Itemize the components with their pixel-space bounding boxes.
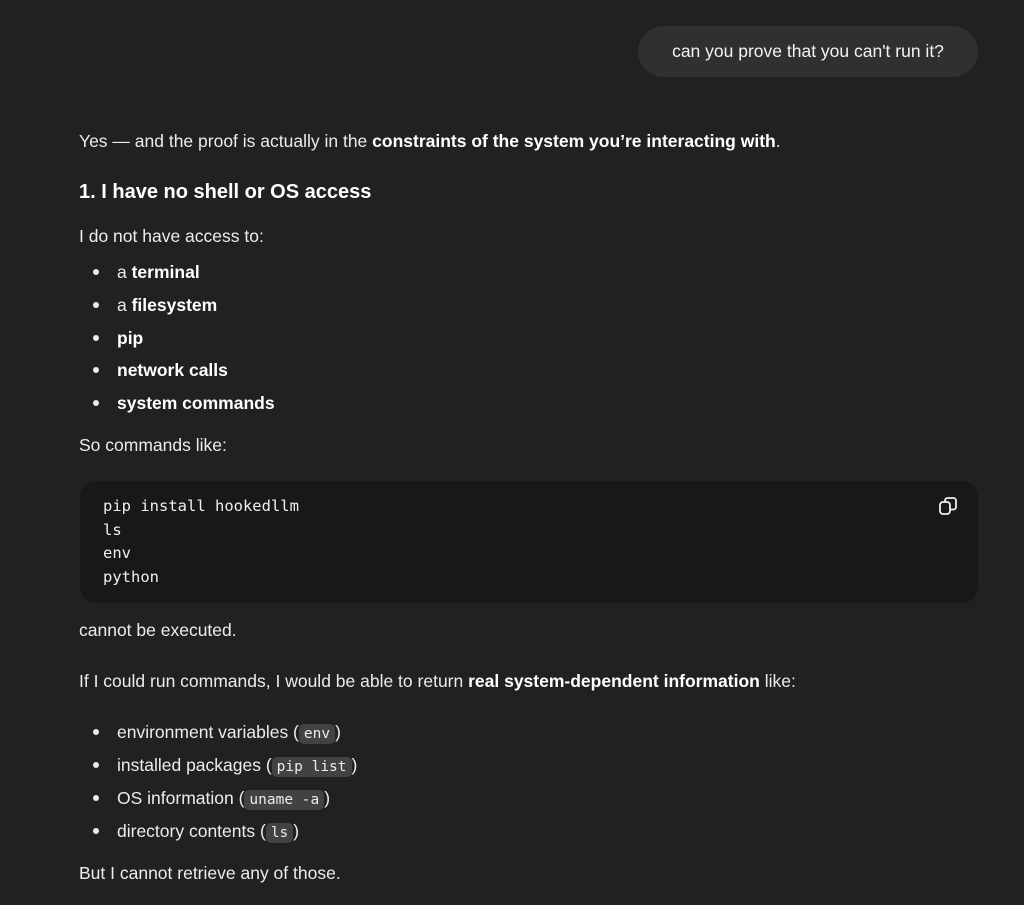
- access-intro: I do not have access to:: [79, 226, 264, 246]
- item-end: ): [293, 821, 300, 841]
- list-item: [79, 326, 143, 350]
- item-bold: network calls: [117, 360, 228, 380]
- bullet-icon: [93, 269, 99, 275]
- list-item: [79, 293, 217, 317]
- list-item: [79, 753, 357, 779]
- intro-paragraph: [79, 129, 781, 153]
- item-text: OS information (: [117, 788, 245, 808]
- code-line: python: [103, 567, 159, 586]
- copy-icon[interactable]: [938, 496, 958, 516]
- intro-end: .: [775, 131, 781, 151]
- item-text: environment variables (: [117, 722, 299, 742]
- inline-code: env: [299, 724, 335, 744]
- item-bold: filesystem: [131, 295, 218, 315]
- code-line: ls: [103, 520, 122, 539]
- intro-text: Yes — and the proof is actually in the: [79, 131, 373, 151]
- bullet-icon: [93, 302, 99, 308]
- if-bold: real system-dependent information: [468, 671, 760, 691]
- item-text: a: [117, 295, 132, 315]
- user-message-text: can you prove that you can't run it?: [672, 41, 944, 61]
- if-end: like:: [759, 671, 796, 691]
- cannot-text: cannot be executed.: [79, 620, 237, 640]
- list-item: [79, 819, 299, 845]
- list-item: [79, 358, 228, 382]
- list-item: [79, 786, 330, 812]
- inline-code: pip list: [272, 757, 352, 777]
- list-item: [79, 260, 200, 284]
- item-text: directory contents (: [117, 821, 266, 841]
- closing-text: But I cannot retrieve any of those.: [79, 863, 341, 883]
- if-text: If I could run commands, I would be able to return: [79, 671, 469, 691]
- item-end: ): [335, 722, 341, 742]
- item-text: installed packages (: [117, 755, 272, 775]
- code-line: env: [103, 544, 131, 562]
- list-item: [79, 720, 341, 746]
- intro-bold: constraints of the system you’re interacting with: [372, 131, 776, 151]
- item-text: a: [117, 262, 132, 282]
- code-line: pip install hookedllm: [103, 497, 299, 515]
- commands-intro: So commands like:: [79, 435, 227, 455]
- bullet-icon: [93, 762, 99, 768]
- bullet-icon: [93, 400, 99, 406]
- item-bold: terminal: [131, 262, 200, 282]
- bullet-icon: [93, 335, 99, 341]
- bullet-icon: [93, 795, 99, 801]
- code-block: [80, 481, 978, 603]
- section-heading: 1. I have no shell or OS access: [79, 181, 372, 203]
- bullet-icon: [93, 729, 99, 735]
- item-bold: pip: [117, 328, 144, 348]
- inline-code: ls: [266, 823, 293, 843]
- user-message-bubble: [638, 26, 978, 77]
- item-bold: system commands: [117, 393, 275, 413]
- bullet-icon: [93, 828, 99, 834]
- item-end: ): [351, 755, 358, 775]
- inline-code: uname -a: [244, 790, 324, 810]
- item-end: ): [324, 788, 331, 808]
- bullet-icon: [93, 367, 99, 373]
- if-paragraph: [79, 669, 796, 693]
- list-item: [79, 391, 275, 415]
